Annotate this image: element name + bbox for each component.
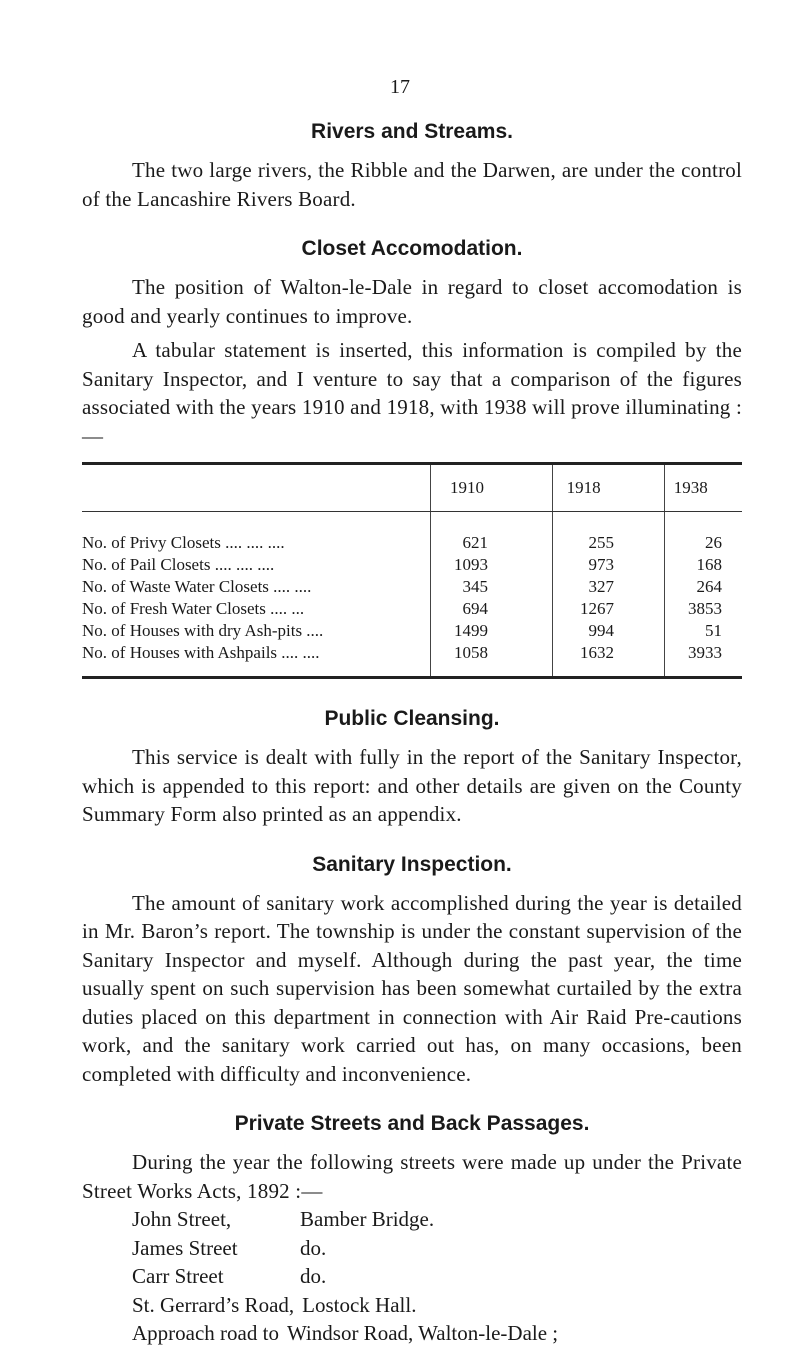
cell-1918: 994 [588,621,614,640]
column-divider [430,512,431,676]
table-row [82,576,742,598]
street-name: St. Gerrard’s Road, [132,1292,295,1317]
header-1938: 1938 [673,478,708,497]
header-1918: 1918 [566,478,601,497]
column-divider [552,465,553,511]
column-divider [664,465,665,511]
street-name: John Street, [132,1207,232,1231]
row-label: No. of Fresh Water Closets .... ... [82,599,305,618]
street-list [132,1205,742,1348]
row-label: No. of Houses with Ashpails .... .... [82,643,320,662]
table-bottom-rule [82,676,742,679]
closet-paragraph-2: A tabular statement is inserted, this information is compiled by the Sanitary Inspector, and I venture to say that a comparison of the figures associated with the years 1910 and 1918, with 1938 will prove illuminating :— [82,338,742,448]
sanitary-inspection-paragraph: The amount of sanitary work accomplished during the year is detailed in Mr. Baron’s report. The township is under the constant supervision of the Sanitary Inspector and myself. Although during the past year, the time usually spent on such supervision has been somewhat curtailed by the extra duties placed on this department in connection with Air Raid Pre-cautions work, and the sanitary work carried out has, on many occasions, been completed with difficulty and inconvenience. [82,890,742,1086]
cell-1938: 51 [705,621,722,640]
street-place: do. [300,1264,327,1288]
cell-1938: 3933 [688,643,722,662]
list-item [132,1291,742,1320]
table-header [82,465,742,512]
street-place: do. [300,1235,327,1260]
sanitary-inspection-heading: Sanitary Inspection. [312,852,512,876]
private-streets-heading: Private Streets and Back Passages. [234,1112,590,1135]
page-content [82,118,742,1348]
cell-1938: 3853 [688,599,722,618]
header-1910: 1910 [450,478,484,497]
cell-1938: 168 [696,555,722,574]
cell-1910: 1058 [454,643,488,662]
street-name: Approach road to [132,1321,279,1345]
rivers-heading: Rivers and Streams. [311,120,513,143]
list-item [132,1319,742,1348]
table-row [82,642,742,664]
row-label: No. of Pail Closets .... .... .... [82,555,275,574]
column-divider [552,512,553,676]
public-cleansing-paragraph: This service is dealt with fully in the report of the Sanitary Inspector, which is appended to this report: and other details are given on the County Summary Form also printed as an appendix. [82,745,742,826]
cell-1918: 327 [588,577,614,596]
rivers-paragraph: The two large rivers, the Ribble and the Darwen, are under the control of the Lancashire Rivers Board. [82,158,742,211]
street-place: Windsor Road, Walton-le-Dale ; [286,1321,559,1345]
closet-heading: Closet Accomodation. [301,237,523,260]
table-row [82,598,742,620]
row-label: No. of Waste Water Closets .... .... [82,577,312,596]
list-item [132,1262,742,1291]
cell-1938: 26 [705,533,722,552]
cell-1910: 1499 [454,621,488,640]
closet-paragraph-1: The position of Walton-le-Dale in regard to closet accomodation is good and yearly continues to improve. [82,275,742,328]
cell-1910: 345 [462,577,488,596]
column-divider [664,512,665,676]
private-streets-paragraph: During the year the following streets were made up under the Private Street Works Acts, 1892 :— [82,1150,742,1203]
table-row [82,620,742,642]
public-cleansing-heading: Public Cleansing. [324,707,500,730]
cell-1918: 973 [588,555,614,574]
closet-table [82,462,742,679]
cell-1910: 1093 [454,555,488,574]
cell-1918: 1632 [580,643,614,662]
cell-1910: 621 [462,533,488,552]
street-place: Bamber Bridge. [300,1207,435,1231]
table-body [82,512,742,676]
street-name: Carr Street [132,1264,224,1288]
cell-1918: 255 [588,533,614,552]
street-place: Lostock Hall. [302,1292,417,1317]
row-label: No. of Houses with dry Ash-pits .... [82,621,324,640]
table-row [82,554,742,576]
list-item [132,1234,742,1263]
cell-1910: 694 [462,599,488,618]
row-label: No. of Privy Closets .... .... .... [82,533,285,552]
list-item [132,1205,742,1234]
street-name: James Street [132,1235,238,1260]
cell-1938: 264 [696,577,722,596]
page-number: 17 [390,76,410,98]
cell-1918: 1267 [580,599,614,618]
column-divider [430,465,431,511]
table-row [82,532,742,554]
